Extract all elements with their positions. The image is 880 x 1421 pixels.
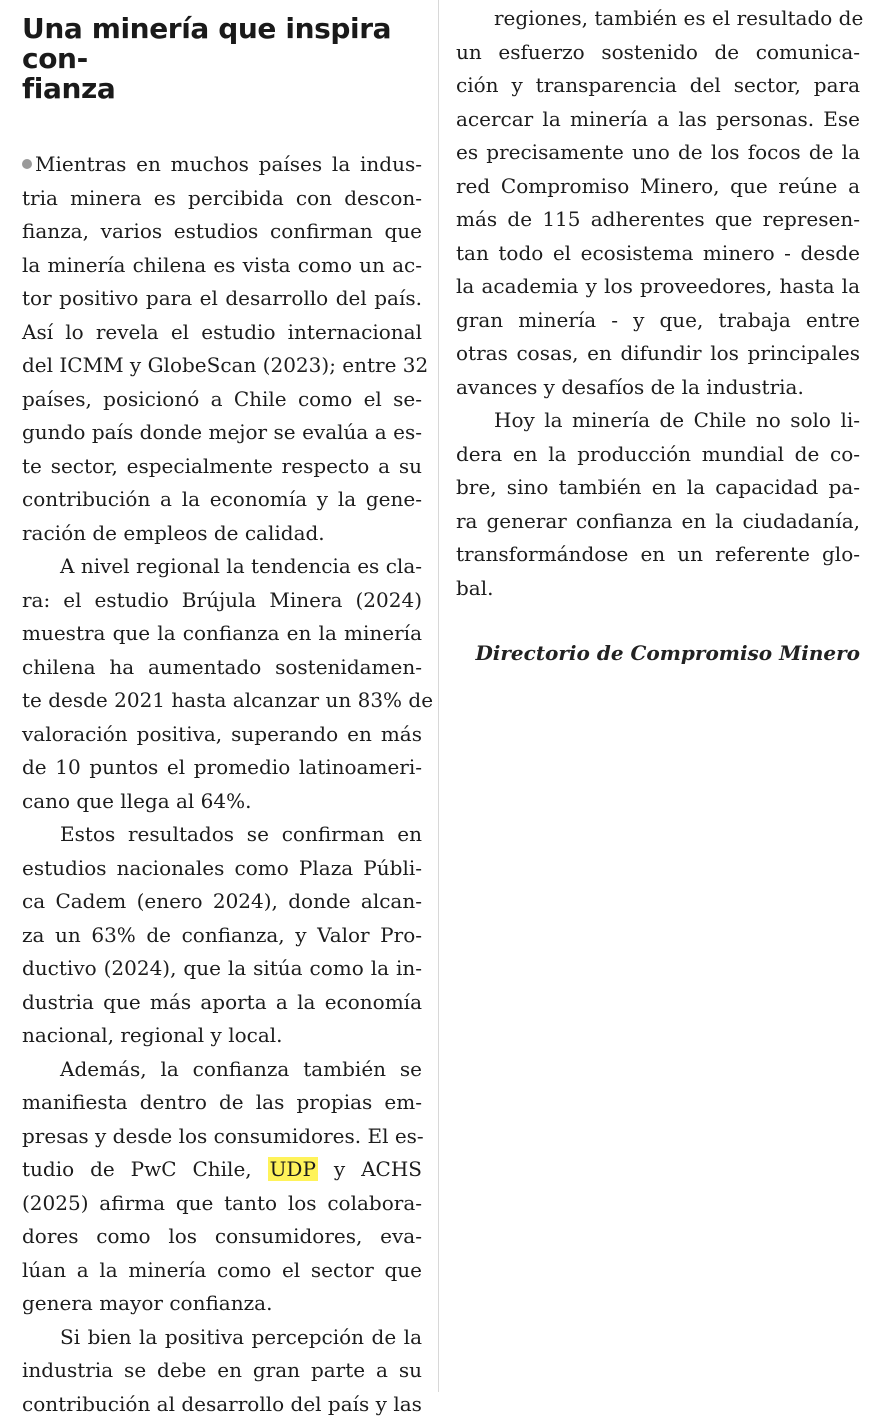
text-line: ca Cadem (enero 2024), donde alcan-: [22, 885, 422, 919]
text-line: fianza, varios estudios confirman que: [22, 215, 422, 249]
left-column: [22, 0, 422, 1421]
text-line: industria se debe en gran parte a su: [22, 1354, 422, 1388]
text-line: ductivo (2024), que la sitúa como la in-: [22, 952, 422, 986]
text-line: de 10 puntos el promedio latinoameri-: [22, 751, 422, 785]
left-column-body: [22, 148, 422, 1421]
text-line: Si bien la positiva percepción de la: [22, 1321, 422, 1355]
text-line: red Compromiso Minero, que reúne a: [456, 170, 860, 204]
text-line: dera en la producción mundial de co-: [456, 438, 860, 472]
text-line: acercar la minería a las personas. Ese: [456, 103, 860, 137]
text-line: chilena ha aumentado sostenidamen-: [22, 651, 422, 685]
paragraph: [456, 2, 860, 404]
text-line: la academia y los proveedores, hasta la: [456, 270, 860, 304]
text-line: bal.: [456, 572, 860, 606]
text-line: valoración positiva, superando en más: [22, 718, 422, 752]
signature: Directorio de Compromiso Minero: [456, 637, 860, 671]
text-line: otras cosas, en difundir los principales: [456, 337, 860, 371]
text-line: Así lo revela el estudio internacional: [22, 316, 422, 350]
paragraph: [22, 1053, 422, 1321]
text-line: presas y desde los consumidores. El es-: [22, 1120, 422, 1154]
text-line: A nivel regional la tendencia es cla-: [22, 550, 422, 584]
text-line: (2025) afirma que tanto los colabora-: [22, 1187, 422, 1221]
text-line: te sector, especialmente respecto a su: [22, 450, 422, 484]
column-divider: [438, 0, 439, 1392]
text-line: ra generar confianza en la ciudadanía,: [456, 505, 860, 539]
paragraph: [22, 550, 422, 818]
text-line: es precisamente uno de los focos de la: [456, 136, 860, 170]
text-line: dustria que más aporta a la economía: [22, 986, 422, 1020]
text-line: países, posicionó a Chile como el se-: [22, 383, 422, 417]
paragraph: [22, 818, 422, 1053]
text-line: tan todo el ecosistema minero - desde: [456, 237, 860, 271]
right-column-body: [456, 2, 860, 605]
text-line: genera mayor confianza.: [22, 1287, 422, 1321]
text-line: Mientras en muchos países la indus-: [22, 148, 422, 182]
text-line: Estos resultados se confirman en: [22, 818, 422, 852]
paragraph: [456, 404, 860, 605]
text-line: Además, la confianza también se: [22, 1053, 422, 1087]
right-column: [456, 2, 860, 671]
text-line: muestra que la confianza en la minería: [22, 617, 422, 651]
text-line: regiones, también es el resultado de: [456, 2, 860, 36]
text-line: nacional, regional y local.: [22, 1019, 422, 1053]
text-line: gran minería - y que, trabaja entre: [456, 304, 860, 338]
text-line: bre, sino también en la capacidad pa-: [456, 471, 860, 505]
text-line: Hoy la minería de Chile no solo li-: [456, 404, 860, 438]
text-line: ración de empleos de calidad.: [22, 517, 422, 551]
text-line: tor positivo para el desarrollo del país.: [22, 282, 422, 316]
text-line: ra: el estudio Brújula Minera (2024): [22, 584, 422, 618]
text-line: ción y transparencia del sector, para: [456, 69, 860, 103]
text-line: la minería chilena es vista como un ac-: [22, 249, 422, 283]
text-line: contribución al desarrollo del país y las: [22, 1388, 422, 1421]
text-line: un esfuerzo sostenido de comunica-: [456, 36, 860, 70]
text-line: transformándose en un referente glo-: [456, 538, 860, 572]
article-title: [22, 14, 422, 104]
text-line: te desde 2021 hasta alcanzar un 83% de: [22, 684, 422, 718]
paragraph: [22, 1321, 422, 1421]
highlighted-term: UDP: [268, 1157, 318, 1181]
text-line: tria minera es percibida con descon-: [22, 182, 422, 216]
text-line: za un 63% de confianza, y Valor Pro-: [22, 919, 422, 953]
text-line: avances y desafíos de la industria.: [456, 371, 860, 405]
title-line-1: Una minería que inspira con-: [22, 12, 391, 75]
text-line: dores como los consumidores, eva-: [22, 1220, 422, 1254]
text-line: del ICMM y GlobeScan (2023); entre 32: [22, 349, 422, 383]
text-line: manifiesta dentro de las propias em-: [22, 1086, 422, 1120]
text-line: más de 115 adherentes que represen-: [456, 203, 860, 237]
paragraph: [22, 148, 422, 550]
text-line: lúan a la minería como el sector que: [22, 1254, 422, 1288]
text-line: tudio de PwC Chile, UDP y ACHS: [22, 1153, 422, 1187]
text-line: contribución a la economía y la gene-: [22, 483, 422, 517]
title-line-2: fianza: [22, 72, 115, 105]
text-line: cano que llega al 64%.: [22, 785, 422, 819]
text-line: estudios nacionales como Plaza Públi-: [22, 852, 422, 886]
text-line: gundo país donde mejor se evalúa a es-: [22, 416, 422, 450]
bullet-icon: [22, 159, 32, 169]
